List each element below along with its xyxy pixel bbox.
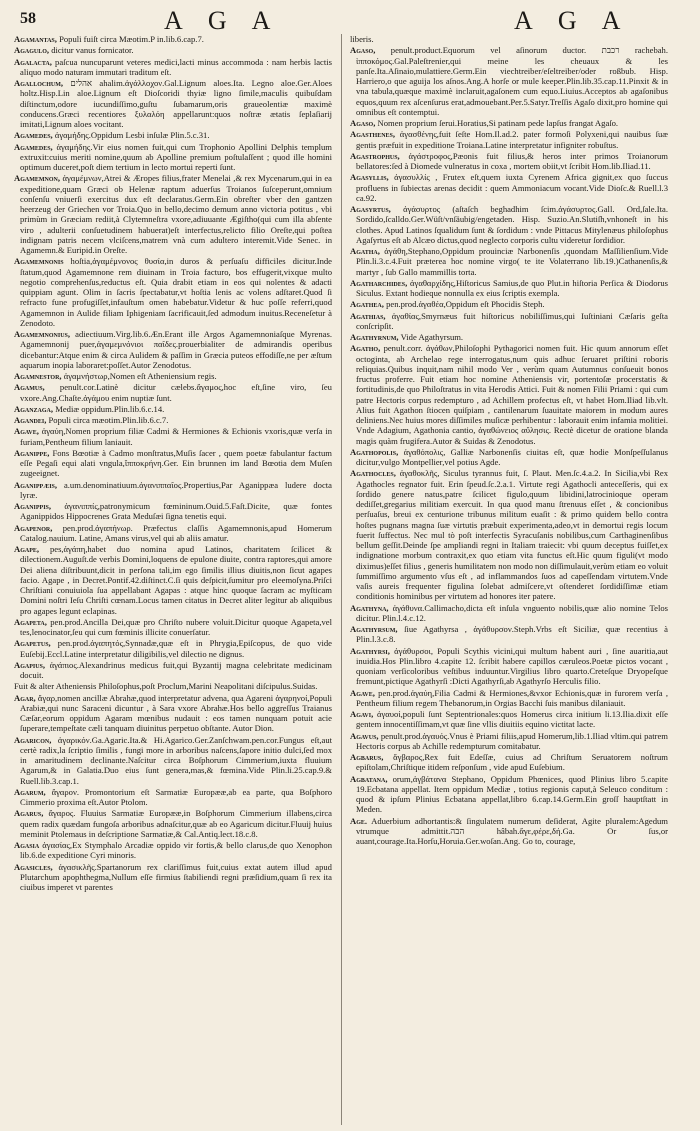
entry-text: Mediæ oppidum.Plin.lib.6.c.14. <box>55 403 165 414</box>
dictionary-entry <box>14 523 332 544</box>
entry-text: pen.prod.ἀγαπήνωρ. Præfectus claſſis Agamemnonis,apud Homerum Catalog.nauium. Latine, Amans virus,vel qui ab aliis amatur. <box>20 522 332 543</box>
entry-headword: Agasicles, <box>14 861 53 872</box>
entry-text: ἀγάθυνα.Callimacho,dicta eſt inſula vnguento nobilis,quæ alio nomine Telos dicitur. Plin.l.4.c.12. <box>356 602 668 623</box>
entry-text: pes,ἀγάπη,habet duo nomina apud Latinos, charitatem ſcilicet & dilectionem.Auguſt.de verbis Domini,loquens de epulone diuite, contra raptores,qui amore Dei aliena diſtribuunt,dicit in perſona tali,im ego ſimilis illius diuitis,non ſicut agapes facio. Agape , in Decret.Pontif.42.diſtinct.C.ſi quis deſpicit,ſumitur pro eleemoſyna.Priſci Chriſtiani conuiuiola ſua appellabant Agapas : atque hinc quoque ſacram ac myſticam Domini noſtri Ieſu Chriſti cœnam.Locus tamen citatus in Decret aliter legitur ab aliquibus pro agapes legunt eclapinas. <box>20 544 332 616</box>
entry-headword: Agathyrsum, <box>350 624 398 634</box>
entry-headword: Agbatana, <box>350 773 388 784</box>
dictionary-entry <box>350 468 668 601</box>
entry-headword: Agamantas, <box>14 34 57 44</box>
entry-headword: Agathyrnum, <box>350 332 399 342</box>
column-divider <box>341 34 342 1125</box>
entry-text: penult.product.Equorum vel aſinorum ductor. רכבת rachebah. ἱπποκόμος.Gal.Paleſtrenier,qui meine les cheuaux & les panſe.Ita.Aſinaio,mulattiere.Germ.Ein viechtreiber/eſeltreiber/oder roßbub. Hisp. Harriero,o que aguija los aſnos.Ang.A horſe or mule keeper.Plin.lib.35.cap.11.Pinxit & in vna tabula,quæque maximè inclaruit,agaſonem cum equo.Liuius.Acceptos ab agaſonibus equos,quum rex aſcenſurus erat,admouebant.Per.5.Satyr.Treſſis Agaſo dixit,pro homine qui omnibus eſt contemptui. <box>356 45 668 117</box>
dictionary-entry <box>350 731 668 752</box>
entry-headword: Agandei, <box>14 415 47 425</box>
running-head-right: A G A <box>514 6 631 35</box>
entry-text: pen.prod.ἀγαπητός,Synnadæ,quæ eſt in Phrygia,Epiſcopus, de quo vide Euſebij.Eccl.Latine interpretatur diligibilis,vel dilectio ne dignus. <box>20 638 332 659</box>
dictionary-entry <box>14 78 332 129</box>
entry-headword: Agavus, <box>350 730 379 741</box>
dictionary-entry <box>350 45 668 117</box>
entry-text: ἄγαρος. Fluuius Sarmatiæ Europææ,in Boſphorum Cimmerium illabens,circa quem radix quædam fungoſa arboribus adnaſcitur,quæ ab eo Agaricum dicitur.Fluuij huius meminit Ptolemaus in deſcriptione Sarmatiæ,& Cal.Antiq.lect.18.c.8. <box>20 808 332 839</box>
entry-text: pen.prod.ἀγαθέα,Oppidum eſt Phocidis Steph. <box>386 299 545 310</box>
entry-headword: Agarus, <box>14 808 44 819</box>
dictionary-entry <box>350 709 668 730</box>
entry-text: ἄγαρ,nomen ancillæ Abrahæ,quod interpretatur advena, qua Agareni ἀγαρηνοί,Populi Arabiæ,qui nunc Saraceni dicuntur , à Sara vxore Abrahæ.Hos bello aggreſſus Traianus Cæſar,eorum oppidum Agaram mœnibus nudauit : eos tamen nunquam potuit acie ſuperare,tempeſtate cæli tanquam diuinitus perpetuo obſtante. Autor Dion. <box>20 692 332 734</box>
text-columns <box>14 34 686 1125</box>
dictionary-entry <box>350 816 668 847</box>
page-header <box>14 4 686 36</box>
entry-text: ἀγαθαρχίδης,Hiſtoricus Samius,de quo Plut.in hiſtoria Perſica & Diodorus Siculus. Extant hodieque nonnulla ex eius ſcriptis exempla. <box>356 277 668 298</box>
entry-text: ἀγαθόπολις, Galliæ Narbonenſis ciuitas eſt, quæ hodie Monſpeſſulanus dicitur,vulgo Montpellier,vel potius Agde. <box>356 446 668 467</box>
entry-headword: Agave, <box>14 426 39 437</box>
entry-text: אהלים ahalim.ἀγάλλοχον.Gal.Lignum aloes.Ita. Legno aloe.Ger.Aloes holtz.Hisp.Lin aloe.Lignum eſt Dioſcoridi thyiæ ligno ſimile,maculis quibuſdam diſtinctum,odore iucundiſſimo,guſtu ſubamarum,oris graueolentiæ maximè conducens.Græci recentiores ξυλαλόη appellarunt:quos noſtræ ætatis ſeplaſiarij imitati,Lignum aloes vocitant. <box>20 78 332 129</box>
entry-text: pen.prod.Ancilla Dei,quæ pro Chriſto nubere voluit.Dicitur quoque Agapeta,vel tes,lenocinator,ſeu qui cum fœminis illicite conuerſatur. <box>20 616 332 637</box>
entry-text: ἀγάπιος.Alexandrinus medicus fuit,qui Byzantij magna celebritate medicinam docuit. <box>20 659 332 680</box>
entry-text: ἀγαμέμνων,Atrei & Æropes filius,frater Menelai ,& rex Mycenarum,qui in ea expeditione,quam Græci ob Helenæ raptum aduerſus Troianos ſuſceperunt,omnium conſenſu vniuerſi exercitus dux eſt declaratus.Germ.Ein obreſter vber den gantzen heerzeug der Griechen vor Troia.Quo in bello,decimo demum anno victoria potitus , vbi primùm in Græciam rediit,à Clytemneſtra vxore,adiuuante Ægiſtho(qui cum illa abſente viro , adulterii conſuetudinem habuerat)eſt interfectus,relicto filio Oreſte,qui poſtea indignam patris necem vlciſcens,matrem vnà cum adultero interemit.Vide Senec. in Agamemn.& Euripid.in Oreſte. <box>20 173 332 255</box>
dictionary-entry <box>14 256 332 328</box>
entry-text: Nomen proprium ſerui.Horatius,Si patinam pede lapſus frangat Agaſo. <box>377 118 619 128</box>
dictionary-entry <box>350 172 668 203</box>
entry-headword: Agape, <box>14 544 40 554</box>
dictionary-entry <box>14 693 332 734</box>
entry-text: ἄγβαρος,Rex fuit Edeſſæ, cuius ad Chriſtum Seruatorem noſtrum epiſtolam,Chriſtique itidem reſponſum , vide apud Euſebium. <box>356 752 668 773</box>
entry-headword: Agasia <box>14 840 40 850</box>
dictionary-entry <box>14 45 332 55</box>
dictionary-entry <box>14 371 332 381</box>
entry-text: ἀγασικλῆς.Spartanorum rex clariſſimus fuit,cuius extat autem illud apud Plutarchum apophthegma,Nullum eſſe firmius ſtabiliendi regni præſidium,quam ſi rex ita ciuibus imperet vt parentes <box>20 861 332 892</box>
entry-text: hoſtia,ἀγαμέμνονος θυσία,in duros & perſuaſu difficiles dicitur.Inde ſtatum,quod Agamemnone rem diuinam in Troia facturo, bos effugerit,vixque multo negotio comprehenſus,reductus eſt. Quia drabit etiam in eos qui nolentes & adacti quippiam agunt. Olim in ſacris ſpectabatur,vt hoſtia lenis ac volens adſtaret.Quod ſi refracto fune profugiſſet,infauſtum omen habebatur.Videtur & huc poſſe referri,quod Agamemnon in Aulide filiam Iphigeniam ſacrificauit,ſed admodum inuitus.Receneſetur à Zenodoto. <box>20 256 332 328</box>
dictionary-entry <box>350 646 668 687</box>
entry-text: ἄγαρον. Promontorium eſt Sarmatiæ Europææ,ab ea parte, qua Boſphoro Cimmerio proxima eſt.Autor Ptolom. <box>20 786 332 807</box>
dictionary-entry <box>350 129 668 150</box>
dictionary-entry <box>14 480 332 501</box>
entry-text: ἀγαμήδης.Vir eius nomen fuit,qui cum Trophonio Apollini Delphis templum extruxit:cuius meriti nomine,quum ab Apolline premium poſtulaſſent ; quod ille homini optimum duceret,poſt diem tertium in lecto mortui reperti ſunt. <box>20 141 332 172</box>
entry-text: paſcua nuncuparunt veteres medici,lacti minus accommoda : nam herbis lactis aliquo modo naturam immutari traditum eſt. <box>20 56 332 77</box>
entry-text: ἀγανιππίς,patronymicum fœmininum.Ouid.5.Faſt.Dicite, quæ fontes Aganippidos Hippocrenes Grata Meduſæi ſigna tenetis equi. <box>20 501 332 522</box>
entry-text: ἀγάθυρσοι, Populi Scythis vicini,qui multum habent auri , ſine auaritia,aut inuidia.Hos Plin.libro 4.capite 12. ſcribit habere capillos cæruleos.Poetæ pictos vocant , quoniam verſicoloribus veſtibus induuntur.Virgilius libro quarto.Creteſque Dryopeſque fremunt,pictique Agathyrſi :Dicti Agathyrſi,ab Agathyrſo Herculis filio. <box>356 645 668 687</box>
dictionary-entry <box>350 624 668 645</box>
entry-headword: Agatho, <box>350 343 381 354</box>
entry-text: Aduerbium adhortantis:& ſingulatem numerum deſiderat, Agite pluralem:Agedum vtrumque admittit.הבה hâbah.ἄγε,φέρε,δή.Ga. Or ſus,or auant,courage.Ita.Horſu,Horuia.Ger.woſan.Ang. Go to, courage, <box>356 815 668 846</box>
entry-headword: Agaricon, <box>14 734 52 745</box>
dictionary-entry <box>14 735 332 786</box>
entry-text: orum,ἀγβάτανα Stephano, Oppidum Phœnices, quod Plinius libro 5.capite 19.Ecbatana appellat. Item oppidum Mediæ , totius regionis caput,à Seleuco conditum : quod & ipſum Plinius Ecbatana appellat,libro 6.cap.14.Germ.Ein groſſ hauptſtatt in Meden. <box>356 773 668 815</box>
dictionary-entry <box>14 57 332 78</box>
entry-text: ἀγάθη,Stephano,Oppidum prouinciæ Narbonenſis ,quondam Maſſilienſium.Vide Plin.li.3.c.4.Fuit præterea hoc nomine virgo( te ite Volaterrano lib.19.)Cathanenſis,& martyr , ſub Gallo mammillis torta. <box>356 246 668 277</box>
dictionary-entry <box>14 415 332 425</box>
entry-text: penult.cor.Latinè dicitur cælebs.ἄγαμος,hoc eſt,ſine viro, ſeu vxore.Ang.Chaſte.ἀγάμου enim nuptiæ ſunt. <box>20 382 332 403</box>
dictionary-entry <box>350 752 668 773</box>
entry-headword: Agalacta, <box>14 56 52 67</box>
right-column <box>350 34 668 1125</box>
entry-headword: Agbarus, <box>350 752 384 762</box>
dictionary-entry <box>14 862 332 893</box>
entry-headword: Agallochum, <box>14 78 64 88</box>
entry-text: ἀγαμήδης.Oppidum Lesbi inſulæ Plin.5.c.31. <box>54 130 210 141</box>
entry-headword: Agatharchides, <box>350 277 408 288</box>
entry-headword: Agave, <box>350 687 375 698</box>
entry-text: Fons Bœotiæ à Cadmo monſtratus,Muſis ſacer , quem poetæ fabulantur factum eſſe Pegaſi equi alati vngula,ἵπποκρήνη.Ger. Ein brunnen im land Bœotia dem Muſen zugeeignet. <box>20 447 332 479</box>
dictionary-entry <box>350 246 668 277</box>
entry-text: ἀγασθένης,fuit ſeſte Hom.Il.ad.2. pater formoſi Polyxeni,qui nauibus ſuæ gentis præfuit in expeditione Troiana.Latine interpretatur infigniter robuſtus. <box>356 129 668 150</box>
dictionary-entry <box>14 660 332 681</box>
entry-headword: Agathias, <box>350 310 386 321</box>
entry-headword: Agapeta, <box>14 616 47 627</box>
dictionary-entry <box>14 426 332 447</box>
page-number: 58 <box>20 10 36 27</box>
entry-headword: Agapius, <box>14 659 46 670</box>
entry-headword: Agavi, <box>350 709 374 719</box>
entry-text: ἀγαθίας,Smyrnæus fuit hiſtoricus nobiliſſimus,qui Iuſtiniani Cæſaris geſta conſcripſit. <box>356 310 668 331</box>
entry-text: penult.prod.ἀγαυός.Vnus è Priami filiis,apud Homerum,lib.1.Iliad vltim.qui patrem Hectoris corpus ab Achille redempturum comitabatur. <box>356 730 668 751</box>
entry-headword: Agasyllis, <box>350 172 389 183</box>
entry-headword: Agatha, <box>350 246 380 256</box>
dictionary-entry <box>350 151 668 172</box>
dictionary-entry <box>350 204 668 245</box>
entry-headword: Age. <box>350 815 368 826</box>
entry-headword: Aganippis, <box>14 501 52 511</box>
entry-headword: Aganzaga, <box>14 403 54 414</box>
left-column <box>14 34 332 1125</box>
entry-headword: Agamedes, <box>14 141 53 152</box>
dictionary-entry <box>14 840 332 861</box>
entry-text: Fuit & alter Atheniensis Philoſophus,poſt Proclum,Marini Neapolitani diſcipulus.Suidas. <box>14 681 318 692</box>
entry-text: a.um.denominatiuum.ἀγανιππαῖος.Propertius,Par Aganippæa ludere docta lyræ. <box>20 479 332 500</box>
dictionary-entry <box>14 787 332 808</box>
dictionary-entry <box>14 130 332 140</box>
entry-text: ἀγαθοκλῆς, Siculus tyrannus fuit, ſ. Plaut. Men.ſc.4.a.2. In Sicilia,vbi Rex Agathocles regnator fuit. Erin ſpeud.ſc.2.a.1. Virtute regi Agathocli anteceſſeris, qui ex ſordido genere natus,patre ſcilicet figulo,quum libidini,latrocinioque operam dediſſet,gregarius militiam exercuit. In qua quod manu ſtrenuus eſſet , & concionibus perſuaſus, breui ex centurione tribunus militum euaſit : & primo quidem bello contra hoſtes pugnans magna ſuæ virtutis præbuit experimenta,adeo,vt in demortui regis locum fuerit ſuffectus. Nec mul tò poſt interfectis Syracuſanis nobilibus,cum Carthaginenſibus bellum geſſit.Deinde ſpe ampliandi regni in Italiam traiecit: vbi quum deceptus fuiſſet,ex indignatione morbum contraxit,ex quo etiam vita functus eſt.Hic quum figuli(vt modo diximus)eſſet filius , generis humilitatem non modo non diſſimulauit,verùm etiam eo voluit ſummiſſimo argumento vſus eſt , ad inflammandos ſuos ad capeſſendam virtutem.Vnde vaſis aureis frequenter figulina ſolebat admiſcere,vt oſtenderet ſordidiſſimæ etiam conditionis hominibus per virtutem ad honores iter patere. <box>356 468 668 602</box>
entry-text: liberis. <box>350 34 374 44</box>
entry-text: ἀγάστροφος,Pæonis fuit filius,& heros inter primos Troianorum bellatores:ſed à Diomede vulneratus in coxa , mortem obiit,vt ſcribit Hom.lib.Iliad.11. <box>356 150 668 171</box>
dictionary-entry <box>350 774 668 815</box>
dictionary-entry <box>14 544 332 616</box>
entry-text: ἀγάσυρτος (aſtaſch beghadhim ſcim.ἀγάσυρτος.Gall. Ord,ſale.Ita. Sordido,ſcalldo.Ger.Wüſt/vnſäubig/engetaden. Hisp. Suzio.An.Slutiſh,vnhoneſt in his clothes. Apud Latinos ſqualidum ſunt & ſordidum : vnde Pittacus Mitylenæus philoſophus Agaſyrtus eſt ab Alcæo dictus,quod neglecto corporis cultu videretur ſordidior. <box>356 204 668 245</box>
entry-text: ἀγαυοί,populi ſunt Septentrionales:quos Homerus circa initium li.13.Ilia.dixit eſſe gentem innocentiſſimam,vt quæ ſine vllis diuitiis equino victitat lacte. <box>356 709 668 730</box>
entry-headword: Agathea, <box>350 299 384 310</box>
dictionary-entry <box>350 278 668 299</box>
entry-text: ſiue Agathyrsa , ἀγάθυρσον.Steph.Vrbs eſt Siciliæ, quæ recentius à Plin.l.3.c.8. <box>356 624 668 645</box>
dictionary-entry <box>14 142 332 173</box>
dictionary-entry <box>14 173 332 255</box>
entry-text: ἀγαμνήστωρ,Nomen eſt Atheniensium regis. <box>63 371 217 381</box>
dictionary-entry <box>14 448 332 479</box>
dictionary-entry <box>350 299 668 309</box>
entry-headword: Agaso, <box>350 118 376 128</box>
entry-text: dicitur vanus fornicator. <box>51 45 134 56</box>
entry-text: ἀγαύη,Nomen proprium filiæ Cadmi & Hermiones & Echionis vxoris,quæ verſa in furiam,Pentheum filium laniauit. <box>20 426 332 447</box>
entry-headword: Agapenor, <box>14 522 53 533</box>
entry-text: pen.prod.ἀγαύη,Filia Cadmi & Hermiones,&vxor Echionis,quæ in furorem verſa , Pentheum filium regem Thebanorum,in Orgias Bacchi ſuis manibus dilaniauit. <box>356 687 668 708</box>
dictionary-entry <box>350 603 668 624</box>
entry-headword: Agamus, <box>14 382 45 393</box>
dictionary-entry <box>350 332 668 342</box>
dictionary-entry <box>350 311 668 332</box>
dictionary-entry <box>350 118 668 128</box>
dictionary-entry <box>14 34 332 44</box>
entry-headword: Agarum, <box>14 786 46 797</box>
entry-text: ἀγαρικόν.Ga.Agaric.Ita.& Hi.Agarico.Ger.Zanſchwam.pen.cor.Fungus eſt,aut certè radix,la ſcriptio ſimilis , fungi more in arboribus naſcens,ſapore initio dulci,ſed mox in amaritudinem declinante.Naſcitur circa Boſphorum Cimmerium,iuxta fluuium Agarum,& in Galatia.Duo eius ſunt genera,mas,& fœmina.Vide Plin.li.25.cap.9.& Ruell.lib.3.cap.1. <box>20 734 332 786</box>
dictionary-entry <box>14 404 332 414</box>
dictionary-entry <box>350 343 668 446</box>
entry-headword: Agasyrtus, <box>350 204 391 214</box>
entry-headword: Agathyna, <box>350 602 389 613</box>
entry-headword: Aganippe, <box>14 447 50 458</box>
entry-headword: Aganippæis, <box>14 479 58 490</box>
entry-headword: Agamnestor, <box>14 371 62 381</box>
dictionary-entry <box>14 638 332 659</box>
entry-text: Vide Agathyrsum. <box>400 332 464 342</box>
entry-headword: Agamemnonius, <box>14 329 71 339</box>
entry-headword: Agastrophus, <box>350 150 400 161</box>
entry-headword: Agamemnonis <box>14 256 64 267</box>
entry-text: ἀγασυλλίς , Frutex eſt,quem iuxta Cyrenem Africa gignit,ex quo ſuccus profluens in ſubiectas arenas decidit : quem Ammoniacum vocant.Vide Dioſc.& Ruell.l.3 ca.92. <box>356 172 668 203</box>
entry-headword: Agasthenes, <box>350 129 396 140</box>
dictionary-entry <box>14 681 332 691</box>
dictionary-entry <box>14 617 332 638</box>
entry-text: Populi fuiſt circa Mæotim.P in.lib.6.cap.7. <box>59 34 204 44</box>
entry-headword: Agamemnon, <box>14 173 61 184</box>
dictionary-entry <box>14 329 332 370</box>
entry-headword: Agathocles, <box>350 468 396 479</box>
entry-text: Populi circa mæotim.Plin.lib.6.c.7. <box>48 415 169 425</box>
dictionary-entry <box>350 34 668 44</box>
entry-headword: Agagulo, <box>14 45 50 56</box>
entry-headword: Agamedes, <box>14 130 53 141</box>
entry-headword: Agar, <box>14 692 36 703</box>
entry-text: penult.corr. ἀγάθων,Philoſophi Pythagorici nomen fuit. Hic quum annorum eſſet octoginta, ab Archelao rege interrogatus,num quis adhuc ſeruaret priſtini roboris reliquias.Quibus inquit,nam nihil modo Ver , verùm quam Autumnus conſueuit bonos fructus proferre. Fuit etiam hoc nomine Atheniensis vir, portentoſæ procerstatis & fortitudinis,de quo Philoſtratus in vita Herodis Attici. Fuit & nomen Filii Priami : qui cum patre Hectoris corpus redempturo , ad Achillem profectus eſt, vt habet Hom.Iliad lib.vlt. Alius fuit Agathon ſtiocen quiſpiam , cantilenarum ſuauitate maiorem in modum aures deliniens.Nec huius mores diſſimiles muſicæ perhibentur : laborauit enim infamia molitiei. Vnde Adagium, Agathonia cantio, ἀγαθώνειος αὔλησις. Rectè dicetur de oratione blanda magis quàm frugifera.Autor & Suidas & Zenodotus. <box>356 343 668 446</box>
dictionary-entry <box>350 447 668 468</box>
dictionary-entry <box>14 501 332 522</box>
entry-text: adiectiuum.Virg.lib.6.Æn.Erant ille Argos Agamemnoniaſque Myrenas. Agamemnonij puer,ἀγαμεμνόνιοι παῖδες.prouerbialiter de admirandis operibus dicebantur:Atque enim & circa Aulidem & paſſim in Græcia puteos effodiſſe,ne per æſtum aquarum inopia laboraret:poſſet.Autor Zenodotus. <box>20 329 332 370</box>
running-head-left: A G A <box>164 6 281 35</box>
entry-headword: Agapetus, <box>14 638 51 649</box>
dictionary-entry <box>350 688 668 709</box>
dictionary-entry <box>14 382 332 403</box>
dictionary-entry <box>14 808 332 839</box>
entry-headword: Agathyrsi, <box>350 645 390 656</box>
entry-headword: Agaſo, <box>350 45 376 56</box>
entry-headword: Agathopolis, <box>350 446 399 457</box>
entry-text: ἀγασίας,Ex Stymphalo Arcadiæ oppido vir fortis,& bello clarus,de quo Xenophon lib.6.de expeditione Cyri minoris. <box>20 840 332 861</box>
